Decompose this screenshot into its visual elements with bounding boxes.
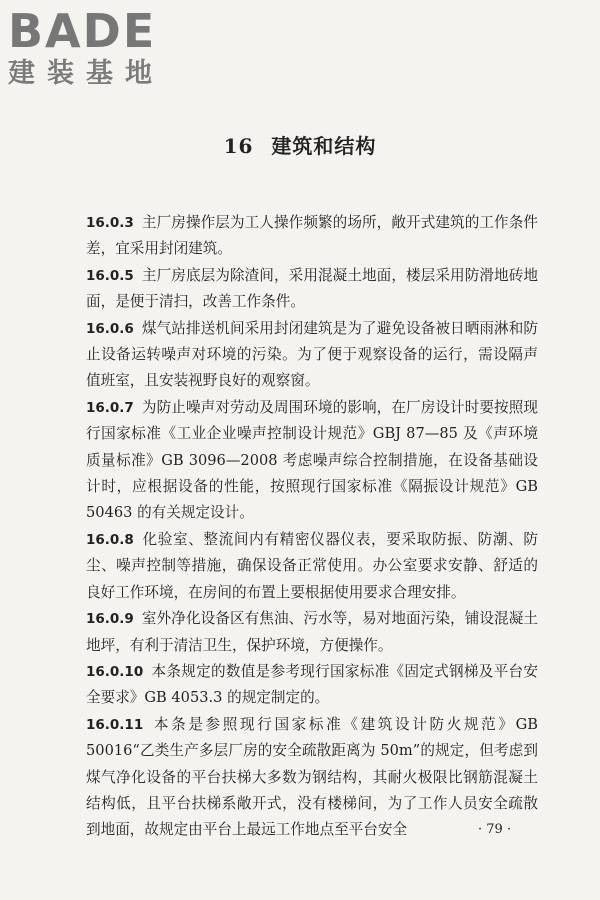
clause-number: 16.0.5 xyxy=(86,267,134,284)
clause-number: 16.0.9 xyxy=(86,611,134,628)
clause-text: 为防止噪声对劳动及周围环境的影响，在厂房设计时要按照现行国家标准《工业企业噪声控制设计规范》GBJ 87—85 及《声环境质量标准》GB 3096—2008 考虑噪声综合控制措施，在设备基础设计时，应根据设备的性能，按照现行国家标准《隔振设计规范》GB 50463 的有关规定设计。 xyxy=(86,398,538,522)
clause-number: 16.0.3 xyxy=(86,215,134,231)
clause-number: 16.0.11 xyxy=(86,716,144,733)
chapter-number: 16 xyxy=(223,134,254,158)
clause-text: 主厂房底层为除渣间，采用混凝土地面，楼层采用防滑地砖地面，是便于清扫，改善工作条件。 xyxy=(86,266,538,311)
page-number: · 79 · xyxy=(478,822,512,837)
clause-paragraph xyxy=(86,712,538,844)
clause-paragraph xyxy=(86,210,538,263)
clause-text: 室外净化设备区有焦油、污水等，易对地面污染，铺设混凝土地坪，有利于清洁卫生，保护环境，方便操作。 xyxy=(86,610,538,654)
clause-paragraph xyxy=(86,263,538,316)
clause-number: 16.0.7 xyxy=(86,399,134,416)
chapter-heading xyxy=(0,130,600,159)
clause-number: 16.0.8 xyxy=(86,531,134,548)
clause-number: 16.0.6 xyxy=(86,320,134,337)
chapter-title-text: 建筑和结构 xyxy=(271,134,377,158)
logo-wordmark: BADE xyxy=(8,4,157,58)
clause-paragraph xyxy=(86,527,538,606)
clause-paragraph xyxy=(86,316,538,395)
clause-text: 主厂房操作层为工人操作频繁的场所，敞开式建筑的工作条件差，宜采用封闭建筑。 xyxy=(86,214,538,258)
clause-text: 本条规定的数值是参考现行国家标准《固定式钢梯及平台安全要求》GB 4053.3 的规定制定的。 xyxy=(86,662,538,707)
brand-logo xyxy=(8,6,183,90)
clause-number: 16.0.10 xyxy=(86,663,144,680)
clause-paragraph xyxy=(86,659,538,712)
clause-list xyxy=(86,210,538,844)
clause-text: 煤气站排送机间采用封闭建筑是为了避免设备被日晒雨淋和防止设备运转噪声对环境的污染。为了便于观察设备的运行，需设隔声值班室，且安装视野良好的观察窗。 xyxy=(86,319,538,390)
clause-text: 化验室、整流间内有精密仪器仪表，要采取防振、防潮、防尘、噪声控制等措施，确保设备正常使用。办公室要求安静、舒适的良好工作环境，在房间的布置上要根据使用要求合理安排。 xyxy=(86,530,538,601)
clause-paragraph xyxy=(86,606,538,659)
clause-paragraph xyxy=(86,395,538,527)
clause-text: 本条是参照现行国家标准《建筑设计防火规范》GB 50016“乙类生产多层厂房的安全疏散距离为 50m”的规定，但考虑到煤气净化设备的平台扶梯大多数为钢结构，其耐火极限比钢筋混凝土结构低，且平台扶梯系敞开式，没有楼梯间，为了工作人员安全疏散到地面，故规定由平台上最远工作地点至平台安全 xyxy=(86,715,538,839)
logo-subtitle: 建装基地 xyxy=(8,58,164,89)
